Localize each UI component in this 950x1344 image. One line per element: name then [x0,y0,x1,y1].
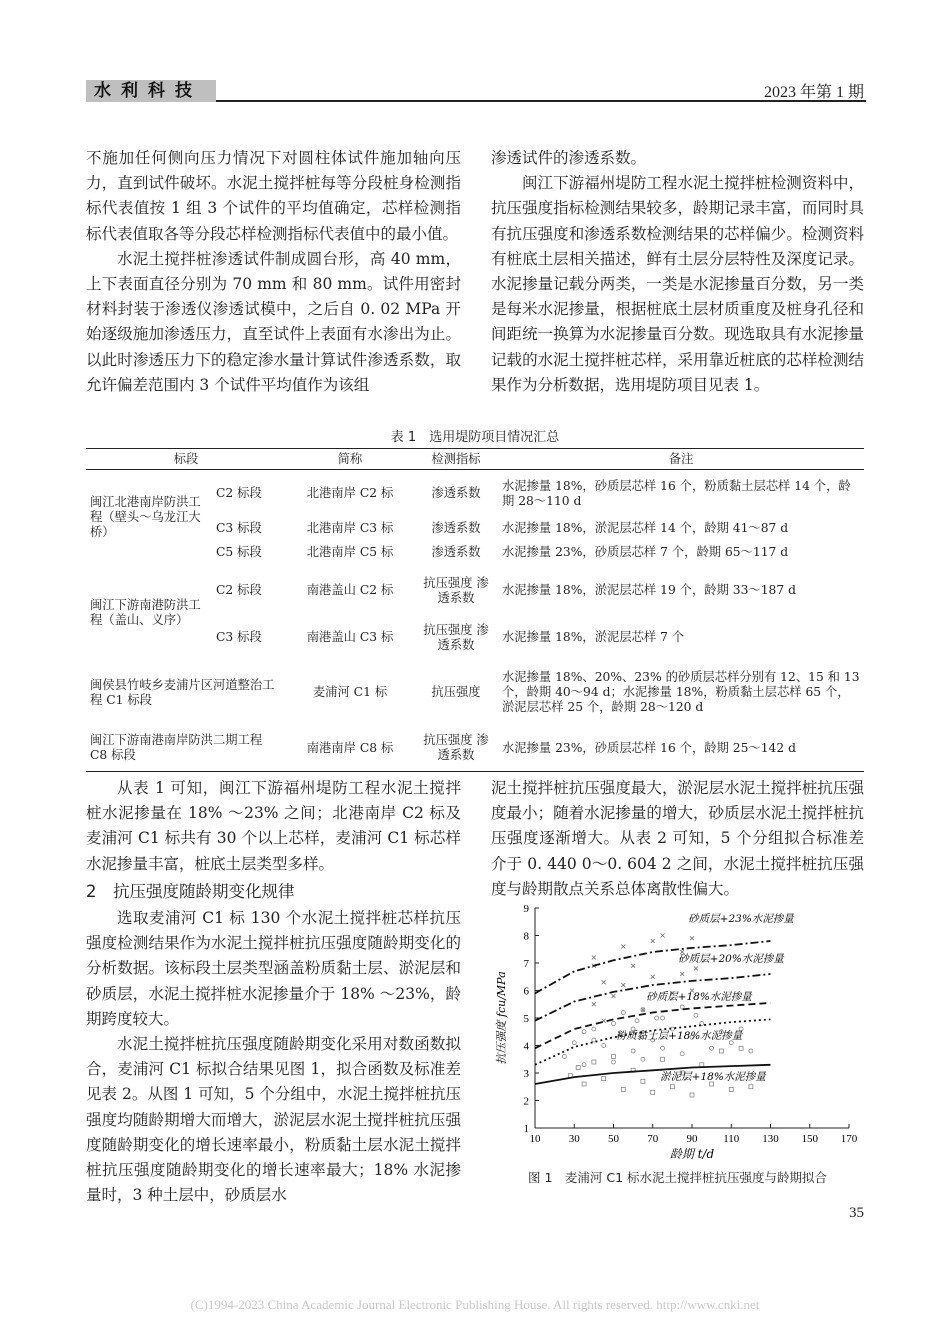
note-cell: 水泥掺量 23%，砂质层芯样 16 个，龄期 25～142 d [498,726,864,772]
table-row [86,726,864,772]
x-tick-label: 90 [686,1133,698,1145]
header-cell: 检测指标 [414,449,498,470]
data-point [670,1085,674,1089]
right-column-top [491,146,864,398]
project-cell: 闽江下游南港防洪工程（盖山、义序） [90,597,201,627]
data-point [749,1049,753,1053]
series-label: 砂质层+18%水泥掺量 [646,991,752,1003]
data-point [729,1088,733,1092]
copyright-footer: (C)1994-2023 China Academic Journal Electronic Publishing House. All rights reserved. http://www.cnki.net [190,1297,760,1312]
table-row [86,470,864,518]
data-point [694,967,698,971]
section-cell: C2 标段 [216,583,262,597]
index-cell: 渗透系数 [431,486,481,501]
index-cell: 抗压强度 [431,685,481,699]
x-tick-label: 30 [568,1133,580,1145]
data-point [602,1077,606,1081]
data-point [651,1090,655,1094]
section-cell: C3 标段 [216,630,262,644]
table-row [86,660,864,726]
index-cell: 抗压强度 渗透系数 [423,622,489,652]
data-point [592,1038,596,1042]
section-cell: C5 标段 [216,545,262,559]
x-axis-label: 龄期 t/d [669,1147,715,1161]
paragraph: 水泥土搅拌桩抗压强度随龄期变化采用对数函数拟合，麦浦河 C1 标拟合结果见图 1，拟合函数及标准差见表 2。从图 1 可知，5 个分组中，水泥土搅拌桩抗压强度均随龄期增大而增大，淤泥层水泥土搅拌桩抗压强度随龄期变化的增长速率最小，粉质黏土层水泥土搅拌桩抗压强度随龄期变化的增长速率最大；18% 水泥掺量时，3 种土层中，砂质层水 [86,1035,461,1205]
index-cell: 抗压强度 渗透系数 [414,726,498,772]
data-point [749,1085,753,1089]
data-point [661,1057,665,1061]
data-point [719,1049,723,1053]
series-label: 砂质层+20%水泥掺量 [678,953,784,965]
paragraph: 选取麦浦河 C1 标 130 个水泥土搅拌桩芯样抗压强度检测结果作为水泥土搅拌桩抗压强度随龄期变化的分析数据。该标段土层类型涵盖粉质黏土层、淤泥层和砂质层，水泥土搅拌桩水泥掺量介于 18% ～23%，龄期跨度较大。 [86,909,461,1028]
project-cell: 闽江北港南岸防洪工程（壁头～乌龙江大桥） [90,495,201,540]
x-tick-label: 70 [647,1133,659,1145]
data-point [602,980,606,984]
series-label: 砂质层+23%水泥掺量 [688,913,794,925]
note-cell: 水泥掺量 23%，砂质层芯样 7 个，龄期 65～117 d [502,545,789,559]
abbr-cell: 北港南岸 C2 标 [306,486,394,501]
note-cell: 水泥掺量 18%，砂质层芯样 16 个，粉质黏土层芯样 14 个，龄期 28～110 d [502,478,851,508]
y-tick-label: 3 [523,1068,529,1080]
x-tick-label: 130 [762,1133,779,1145]
data-point [592,1060,596,1064]
data-point [641,1079,645,1083]
data-point [651,939,655,943]
y-tick-label: 7 [523,958,529,970]
table-row [86,566,864,616]
y-tick-label: 9 [523,903,529,915]
data-point [694,1013,698,1017]
note-cell: 水泥掺量 18%，淤泥层芯样 19 个，龄期 33～187 d [502,583,796,597]
figure-caption: 图 1 麦浦河 C1 标水泥土搅拌桩抗压强度与龄期拟合 [527,1170,828,1185]
data-point [631,964,635,968]
abbr-cell: 麦浦河 C1 标 [312,685,388,699]
data-point [621,1011,625,1015]
abbr-cell: 南港盖山 C2 标 [306,583,394,597]
data-point [690,936,694,940]
abbr-cell: 北港南岸 C5 标 [306,545,394,559]
strength-age-chart [491,900,864,1162]
left-column-bottom [86,776,461,1208]
x-tick-label: 10 [529,1133,541,1145]
abbr-cell: 南港南岸 C8 标 [286,726,414,772]
left-column-top [86,146,461,398]
journal-name: 水利科技 [86,80,216,102]
abbr-cell: 北港南岸 C3 标 [306,521,394,535]
data-point [655,1016,659,1020]
data-point [710,1046,714,1050]
abbr-cell: 南港盖山 C3 标 [306,630,394,644]
project-cell: 闽侯县竹岐乡麦浦片区河道整治工程 C1 标段 [90,677,275,707]
data-point [739,1046,743,1050]
data-point [582,1030,586,1034]
index-cell: 渗透系数 [431,521,481,535]
note-cell: 水泥掺量 18%、20%、23% 的砂质层芯样分别有 12、15 和 13 个，龄期 40～94 d；水泥掺量 18%，粉质黏土层芯样 65 个，淤泥层芯样 25 个，龄期 28～120 d [502,670,860,714]
series-label: 粉质黏土层+18%水泥掺量 [615,1030,743,1042]
data-point [651,975,655,979]
data-point [690,1093,694,1097]
paragraph: 水泥土搅拌桩渗透试件制成圆台形，高 40 mm，上下表面直径分别为 70 mm 和 80 mm。试件用密封材料封装于渗透仪渗透试模中，之后自 0. 02 MPa 开始逐级施加渗透压力，直至试件上表面有水渗出为止。以此时渗透压力下的稳定渗水量计算试件渗透系数，取允许偏差范围内 3 个试件平均值作为该组 [86,249,461,394]
project-table [86,448,864,772]
y-tick-label: 2 [523,1095,529,1108]
y-tick-label: 6 [523,985,529,998]
section-heading: 2 抗压强度随龄期变化规律 [86,881,295,901]
data-point [621,983,625,987]
data-point [582,1082,586,1086]
data-point [661,1046,665,1050]
right-column-bottom [491,776,864,902]
section-cell: C2 标段 [216,486,262,501]
issue-label: 2023 年第 1 期 [763,84,864,101]
data-point [572,1041,576,1045]
header-cell: 备注 [498,449,864,470]
paragraph: 渗透试件的渗透系数。 [491,149,647,167]
data-point [641,1057,645,1061]
header-cell: 标段 [86,449,286,470]
data-point [635,1019,639,1023]
data-point [661,1016,665,1020]
data-point [592,956,596,960]
section-cell: C3 标段 [216,521,262,535]
x-tick-label: 110 [723,1133,740,1145]
data-point [621,1088,625,1092]
data-point [661,934,665,938]
note-cell: 水泥掺量 18%，淤泥层芯样 7 个 [502,630,685,644]
data-point [612,1022,616,1026]
index-cell: 渗透系数 [431,545,481,559]
paragraph: 从表 1 可知，闽江下游福州堤防工程水泥土搅拌桩水泥掺量在 18% ～23% 之间；北港南岸 C2 标及麦浦河 C1 标共有 30 个以上芯样，麦浦河 C1 标芯样水泥掺量丰富，桩底土层类型多样。 [86,779,461,873]
data-point [612,1055,616,1059]
paragraph: 不施加任何侧向压力情况下对圆柱体试件施加轴向压力，直到试件破坏。水泥土搅拌桩每等分段桩身检测指标代表值按 1 组 3 个试件的平均值确定，芯样检测指标代表值取各等分段芯样检测指标代表值中的最小值。 [86,149,461,243]
data-point [680,972,684,976]
series-label: 淤泥层+18%水泥掺量 [660,1071,766,1083]
y-tick-label: 4 [523,1040,529,1053]
x-tick-label: 170 [840,1133,858,1145]
y-axis-label: 抗压强度 fcu/MPa [495,971,508,1065]
data-point [592,1002,596,1006]
note-cell: 水泥掺量 18%，淤泥层芯样 14 个，龄期 41～87 d [502,521,789,535]
paragraph: 泥土搅拌桩抗压强度最大，淤泥层水泥土搅拌桩抗压强度最小；随着水泥掺量的增大，砂质层水泥土搅拌桩抗压强度逐渐增大。从表 2 可知，5 个分组拟合标准差介于 0. 440 0～0. 604 2 之间，水泥土搅拌桩抗压强度与龄期散点关系总体离散性偏大。 [491,779,864,898]
page-number: 35 [849,1205,864,1221]
x-tick-label: 50 [608,1133,619,1145]
data-point [562,1055,566,1059]
project-cell: 闽江下游南港南岸防洪二期工程 C8 标段 [86,726,286,772]
y-tick-label: 1 [523,1123,529,1135]
header-cell: 简称 [286,449,414,470]
data-point [602,1044,606,1048]
data-point [576,1066,580,1070]
y-tick-label: 5 [523,1013,529,1025]
data-point [631,1049,635,1053]
y-tick-label: 8 [523,930,529,943]
data-point [592,1027,596,1031]
data-point [700,1063,704,1067]
index-cell: 抗压强度 渗透系数 [423,575,489,605]
data-point [680,1052,684,1056]
data-point [612,994,616,998]
paragraph: 闽江下游福州堤防工程水泥土搅拌桩检测资料中，抗压强度指标检测结果较多，龄期记录丰富，而同时具有抗压强度和渗透系数检测结果的芯样偏少。检测资料有桩底土层相关描述，鲜有土层分层特性及深度记录。水泥掺量记载分两类，一类是水泥掺量百分数，另一类是每米水泥掺量，根据桩底土层材质重度及桩身孔径和间距统一换算为水泥掺量百分数。现选取具有水泥掺量记载的水泥土搅拌桩芯样，采用靠近桩底的芯样检测结果作为分析数据，选用堤防项目见表 1。 [491,174,864,394]
table-caption: 表 1 选用堤防项目情况汇总 [390,430,560,445]
data-point [582,1063,586,1067]
x-tick-label: 150 [801,1133,818,1145]
data-point [621,945,625,949]
data-point [612,1060,616,1064]
